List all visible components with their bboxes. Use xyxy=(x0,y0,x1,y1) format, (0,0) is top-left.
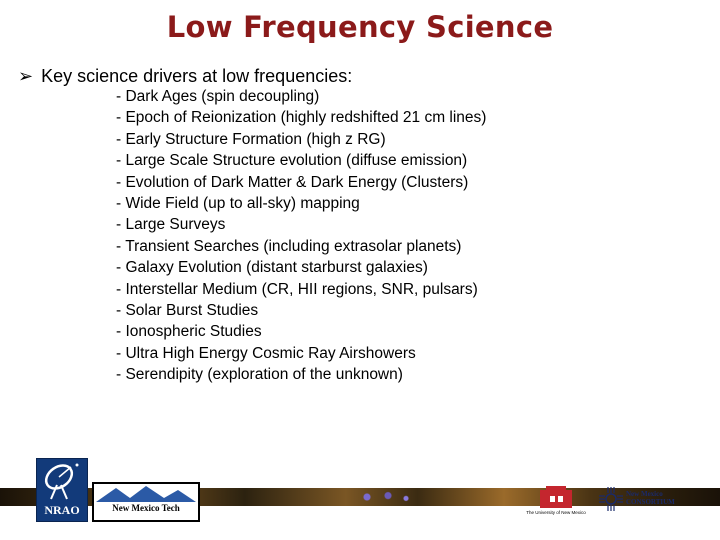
list-item: - Interstellar Medium (CR, HII regions, SNR, pulsars) xyxy=(116,280,478,298)
nm-consortium-logo xyxy=(598,486,688,516)
list-item: - Galaxy Evolution (distant starburst galaxies) xyxy=(116,259,428,277)
list-item: - Dark Ages (spin decoupling) xyxy=(116,88,320,105)
galaxy-decoration xyxy=(355,490,415,504)
science-drivers-list xyxy=(116,86,486,386)
new-mexico-tech-logo xyxy=(92,482,200,522)
building-icon xyxy=(526,484,586,510)
nmc-logo-line1: New Mexico xyxy=(626,490,663,498)
lead-text: Key science drivers at low frequencies: xyxy=(41,66,353,86)
zia-sun-icon xyxy=(598,486,624,512)
list-item: - Ultra High Energy Cosmic Ray Airshowers xyxy=(116,344,416,362)
nrao-logo-text: NRAO xyxy=(44,503,80,517)
nmc-logo-line2: CONSORTIUM xyxy=(626,498,675,506)
arrow-bullet-icon: ➢ xyxy=(18,66,34,86)
unm-logo xyxy=(526,484,586,518)
nmt-logo-text: New Mexico Tech xyxy=(112,503,180,513)
mountains-icon xyxy=(94,484,198,504)
list-item: - Serendipity (exploration of the unknown) xyxy=(116,366,403,384)
slide-title: Low Frequency Science xyxy=(166,10,554,44)
list-item: - Epoch of Reionization (highly redshifted 21 cm lines) xyxy=(116,109,487,127)
list-item: - Ionospheric Studies xyxy=(116,323,262,341)
radio-dish-icon xyxy=(37,459,87,503)
unm-logo-text: The University of New Mexico xyxy=(526,510,586,515)
list-item: - Large Scale Structure evolution (diffuse emission) xyxy=(116,152,468,170)
nmc-logo-text xyxy=(626,490,675,506)
list-item: - Solar Burst Studies xyxy=(116,302,259,320)
list-item: - Wide Field (up to all-sky) mapping xyxy=(116,195,360,213)
list-item: - Evolution of Dark Matter & Dark Energy (Clusters) xyxy=(116,173,469,191)
list-item: - Large Surveys xyxy=(116,216,226,234)
lead-bullet-line xyxy=(18,66,352,87)
list-item: - Transient Searches (including extrasolar planets) xyxy=(116,237,462,255)
nrao-logo xyxy=(36,458,88,522)
list-item: - Early Structure Formation (high z RG) xyxy=(116,130,386,148)
